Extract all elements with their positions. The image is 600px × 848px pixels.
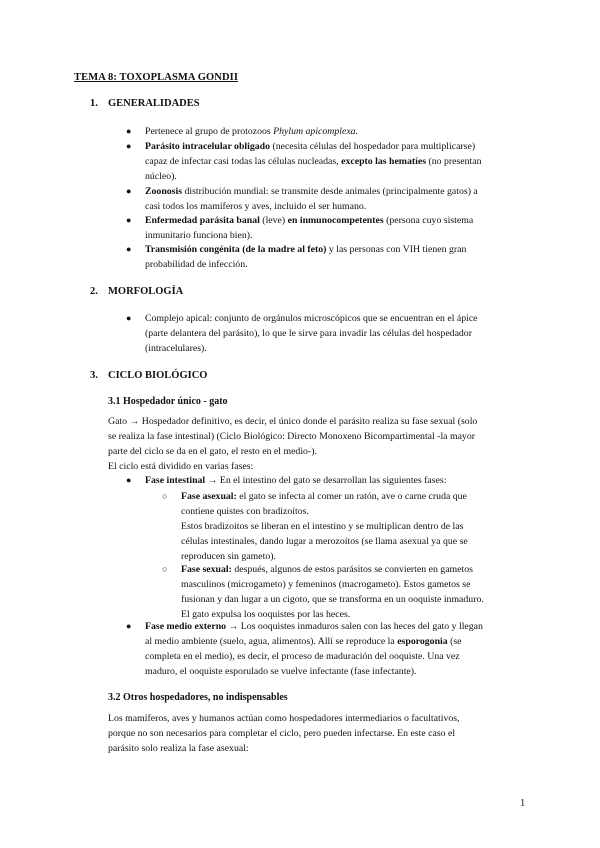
circle-bullet-icon: ○ (162, 491, 168, 501)
section-heading-ciclo (90, 370, 207, 381)
section-number: 1. (90, 98, 98, 109)
text: masculinos (microgameto) y femeninos (macrogameto). Estos gametos se (181, 579, 471, 590)
text: el gato se infecta al comer un ratón, ave o carne cruda que (236, 491, 467, 502)
bullet-item (126, 473, 528, 488)
text: parásito solo realiza la fase asexual: (108, 743, 249, 754)
text: (intracelulares). (145, 343, 207, 354)
text: Gato → Hospedador definitivo, es decir, el único donde el parásito realiza su fase sexual (solo (108, 416, 478, 427)
paragraph (108, 414, 528, 474)
subsection-heading: 3.1 Hospedador único - gato (108, 396, 228, 407)
text: Los mamíferos, aves y humanos actúan como hospedadores intermediarios o facultativos, (108, 713, 460, 724)
text: (persona cuyo sistema (383, 215, 474, 226)
text: fusionan y dan lugar a un cigoto, que se transforma en un ooquiste inmaduro. (181, 594, 484, 605)
section-number: 2. (90, 286, 98, 297)
text: → Los ooquistes inmaduros salen con las heces del gato y llegan (226, 621, 483, 632)
text-bold: excepto las hematíes (341, 156, 427, 167)
text-bold: Zoonosis (145, 186, 183, 197)
text: parte del ciclo se da en el gato, el resto en el medio-). (108, 446, 317, 457)
text: completa en el medio), es decir, el proceso de maduración del ooquiste. Una vez (145, 651, 460, 662)
text: → En el intestino del gato se desarrollan las siguientes fases: (205, 475, 447, 486)
bullet-item (126, 184, 528, 214)
section-heading-generalidades (90, 98, 200, 109)
subsection-heading: 3.2 Otros hospedadores, no indispensables (108, 692, 288, 703)
text: casi todos los mamíferos y aves, incluido el ser humano. (145, 201, 367, 212)
text: distribución mundial: se transmite desde animales (principalmente gatos) a (182, 186, 478, 197)
text: Complejo apical: conjunto de orgánulos microscópicos que se encuentran en el ápice (145, 313, 478, 324)
bullet-item (126, 619, 528, 679)
text-bold: Parásito intracelular obligado (145, 141, 270, 152)
text: células intestinales, dando lugar a merozoítos (se llama asexual ya que se (181, 536, 468, 547)
text-bold: Fase asexual: (181, 491, 237, 502)
text-bold: Transmisión congénita (de la madre al feto) (145, 244, 327, 255)
text: (se (447, 636, 462, 647)
bullet-item (126, 139, 528, 184)
text-italic: Phylum apicomplexa. (273, 126, 359, 137)
bullet-icon: ● (126, 475, 132, 485)
text: (no presentan (426, 156, 482, 167)
text: (parte delantera del parásito), lo que le sirve para invadir las células del hospedador (145, 328, 472, 339)
section-number: 3. (90, 370, 98, 381)
bullet-item (126, 213, 528, 243)
text-bold: Fase intestinal (145, 475, 206, 486)
text: después, algunos de estos parásitos se convierten en gametos (231, 564, 473, 575)
text: El ciclo está dividido en varias fases: (108, 461, 254, 472)
bullet-item (126, 124, 528, 139)
bullet-icon: ● (126, 141, 132, 151)
text: y las personas con VIH tienen gran (326, 244, 467, 255)
sub-bullet-item (162, 489, 528, 564)
section-title: MORFOLOGÍA (108, 286, 184, 297)
text: al medio ambiente (suelo, agua, alimentos). Allí se reproduce la (145, 636, 398, 647)
sub-bullet-item (162, 562, 528, 622)
circle-bullet-icon: ○ (162, 564, 168, 574)
text: Estos bradizoítos se liberan en el intestino y se multiplican dentro de las (181, 521, 464, 532)
text-bold: Fase sexual: (181, 564, 232, 575)
bullet-item (126, 311, 528, 356)
bullet-icon: ● (126, 215, 132, 225)
bullet-icon: ● (126, 621, 132, 631)
text-bold: en inmunocompetentes (287, 215, 384, 226)
text-bold: esporogonia (397, 636, 448, 647)
bullet-item (126, 242, 528, 272)
document-title: TEMA 8: TOXOPLASMA GONDII (74, 72, 239, 83)
section-title: GENERALIDADES (108, 98, 200, 109)
text-bold: Fase medio externo (145, 621, 227, 632)
section-heading-morfologia (90, 286, 183, 297)
text: (necesita células del hospedador para multiplicarse) (270, 141, 476, 152)
page-number: 1 (520, 798, 526, 809)
text: maduro, el ooquiste esporulado se vuelve infectante (fase infectante). (145, 666, 417, 677)
bullet-icon: ● (126, 313, 132, 323)
text: probabilidad de infección. (145, 259, 248, 270)
text: (leve) (259, 215, 288, 226)
paragraph (108, 711, 528, 756)
text: Pertenece al grupo de protozoos (145, 126, 274, 137)
text: porque no son necesarios para completar el ciclo, pero pueden infectarse. En este caso el (108, 728, 456, 739)
text: núcleo). (145, 171, 177, 182)
text-bold: Enfermedad parásita banal (145, 215, 260, 226)
bullet-icon: ● (126, 186, 132, 196)
bullet-icon: ● (126, 126, 132, 136)
text: El gato expulsa los ooquistes por las heces. (181, 609, 351, 620)
text: contiene quistes con bradizoítos. (181, 506, 309, 517)
text: reproducen sin gameto). (181, 551, 276, 562)
text: se realiza la fase intestinal) (Ciclo Biológico: Directo Monoxeno Bicompartimental -la mayor (108, 431, 475, 442)
text: inmunitario funciona bien). (145, 230, 253, 241)
section-title: CICLO BIOLÓGICO (108, 370, 208, 381)
text: capaz de infectar casi todas las células nucleadas, (145, 156, 342, 167)
bullet-icon: ● (126, 244, 132, 254)
